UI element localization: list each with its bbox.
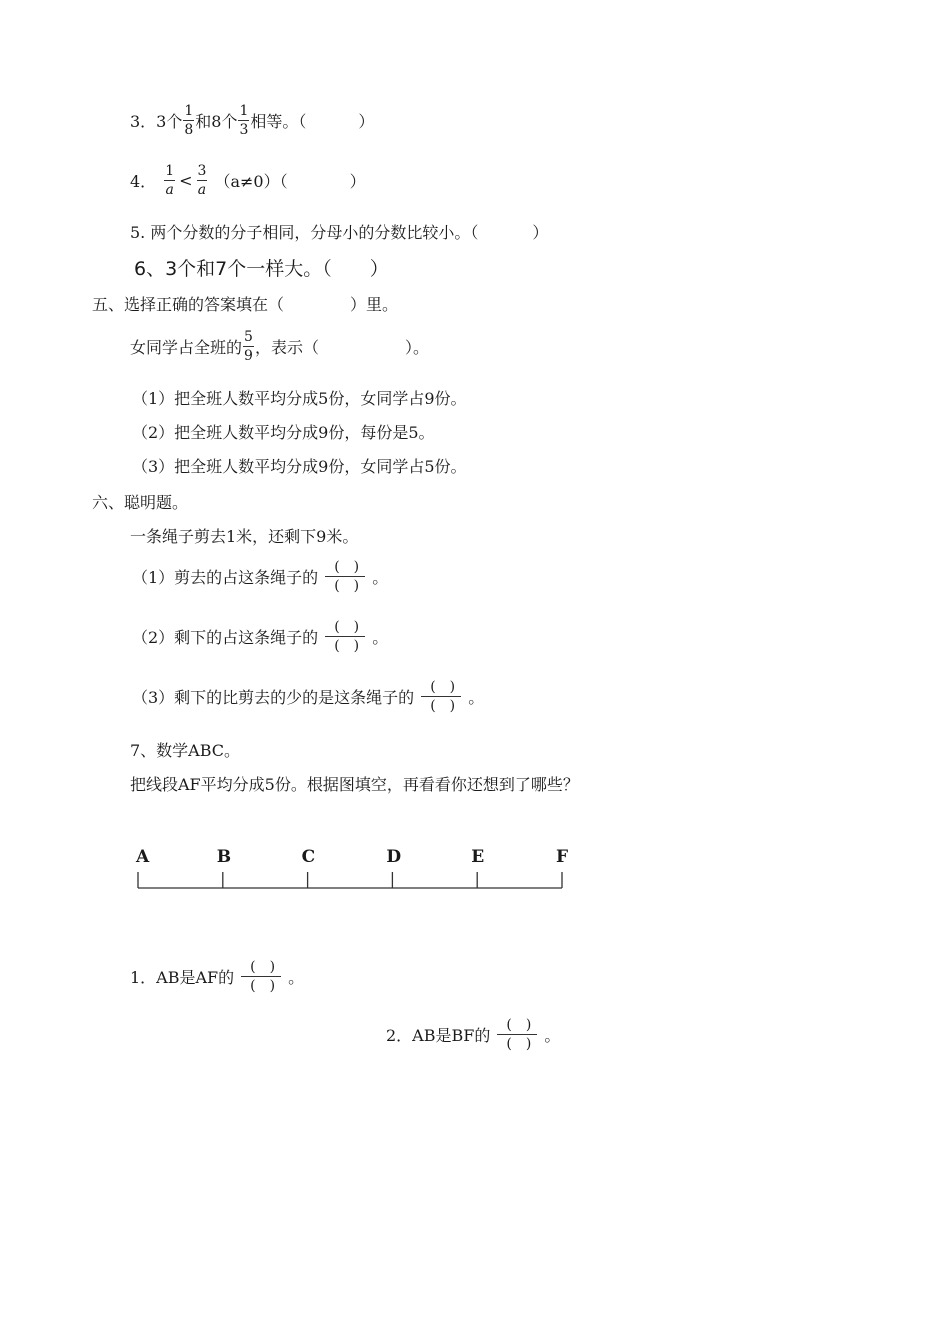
- item-4-prefix: 4．: [130, 172, 157, 191]
- section-5-heading: 五、选择正确的答案填在（ ）里。: [92, 295, 399, 314]
- option-1[interactable]: （1）把全班人数平均分成5份，女同学占9份。: [132, 389, 467, 408]
- point-label-b: B: [216, 847, 232, 867]
- item-3-suffix: 相等。（: [250, 112, 307, 131]
- empty-fraction-answer[interactable]: () (): [236, 960, 286, 993]
- fraction-one-third: $\frac{1}{3}$: [239, 103, 249, 138]
- section-6-stem: 一条绳子剪去1米，还剩下9米。: [130, 527, 359, 546]
- empty-fraction-answer[interactable]: () (): [320, 620, 370, 653]
- item-4: 4． $\frac{1}{a}$ < $\frac{3}{a}$ （a≠0）（ ）: [130, 163, 366, 198]
- item-6: 6、3个和7个一样大。（ ）: [134, 254, 389, 281]
- option-2[interactable]: （2）把全班人数平均分成9份，每份是5。: [132, 423, 435, 442]
- section-7-heading: 7、数学ABC。: [130, 741, 241, 760]
- section-6-heading: 六、聪明题。: [92, 493, 189, 512]
- fraction-five-ninths: $\frac{5}{9}$: [244, 329, 253, 364]
- section-7-stem: 把线段AF平均分成5份。根据图填空，再看看你还想到了哪些？: [130, 775, 579, 794]
- line-segment-diagram: [130, 840, 590, 900]
- item-3: 3．3个 $\frac{1}{8}$ 和8个 $\frac{1}{3}$ 相等。（ ）: [130, 103, 375, 138]
- option-3[interactable]: （3）把全班人数平均分成9份，女同学占5份。: [132, 457, 467, 476]
- item-6-text: 6、3个和7个一样大。（: [134, 258, 332, 280]
- empty-fraction-answer[interactable]: () (): [416, 680, 466, 713]
- section-6-q2: （2）剩下的占这条绳子的 () () 。: [132, 619, 389, 654]
- fraction-one-over-a: $\frac{1}{a}$: [165, 163, 175, 198]
- section-5-stem: 女同学占全班的 $\frac{5}{9}$ ，表示（ ）。: [130, 329, 429, 364]
- empty-fraction-answer[interactable]: () (): [492, 1018, 542, 1051]
- fraction-one-eighth: $\frac{1}{8}$: [184, 103, 194, 138]
- less-than-sign: <: [179, 171, 193, 190]
- point-label-a: A: [136, 847, 150, 867]
- item-3-mid: 和8个: [195, 112, 238, 131]
- point-label-d: D: [386, 847, 402, 867]
- item-5: 5. 两个分数的分子相同，分母小的分数比较小。（ ）: [130, 220, 548, 243]
- point-label-e: E: [471, 847, 485, 867]
- section-7-q1: 1．AB是AF的 () () 。: [130, 959, 305, 994]
- section-7-q2: 2．AB是BF的 () () 。: [386, 1017, 561, 1052]
- point-label-f: F: [556, 847, 569, 867]
- item-3-prefix: 3．3个: [130, 112, 183, 131]
- item-4-condition: （a≠0）（: [214, 172, 288, 191]
- fraction-three-over-a: $\frac{3}{a}$: [197, 163, 207, 198]
- empty-fraction-answer[interactable]: () (): [320, 560, 370, 593]
- section-6-q3: （3）剩下的比剪去的少的是这条绳子的 () () 。: [132, 679, 485, 714]
- item-5-text: 5. 两个分数的分子相同，分母小的分数比较小。（: [130, 223, 479, 242]
- point-label-c: C: [301, 847, 316, 867]
- section-6-q1: （1）剪去的占这条绳子的 () () 。: [132, 559, 389, 594]
